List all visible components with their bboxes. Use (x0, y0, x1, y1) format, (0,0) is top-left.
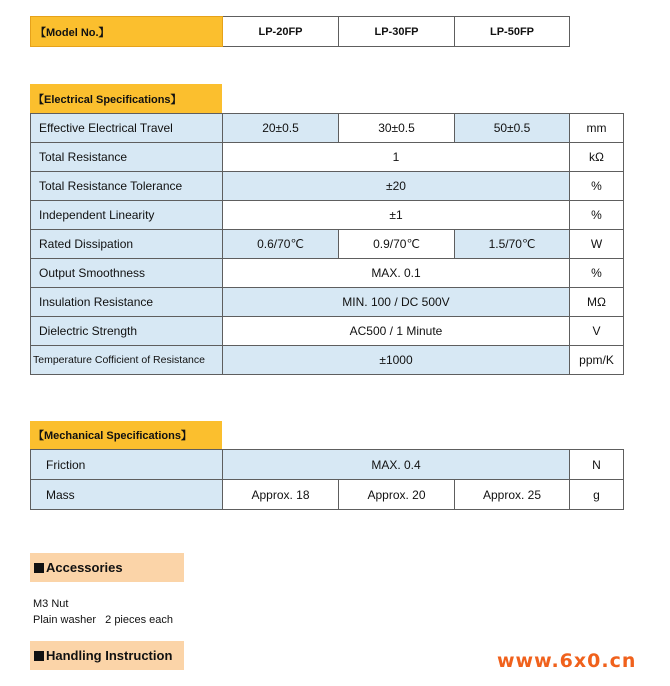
table-row (31, 317, 624, 346)
row-value: 1.5/70℃ (455, 230, 570, 259)
row-label: Output Smoothness (31, 259, 223, 288)
table-row (31, 230, 624, 259)
table-row (31, 259, 624, 288)
row-label: Total Resistance (31, 143, 223, 172)
table-row (31, 114, 624, 143)
row-value: MIN. 100 / DC 500V (223, 288, 570, 317)
row-unit: kΩ (570, 143, 624, 172)
row-value: MAX. 0.1 (223, 259, 570, 288)
row-value: ±1000 (223, 346, 570, 375)
row-label: Dielectric Strength (31, 317, 223, 346)
table-row (31, 346, 624, 375)
electrical-table (30, 113, 624, 375)
table-row (31, 201, 624, 230)
row-label: Mass (31, 480, 223, 510)
row-label: Rated Dissipation (31, 230, 223, 259)
square-bullet-icon (34, 651, 44, 661)
row-value: 30±0.5 (339, 114, 455, 143)
row-label: Effective Electrical Travel (31, 114, 223, 143)
table-row (31, 480, 624, 510)
row-value: AC500 / 1 Minute (223, 317, 570, 346)
model-row (31, 17, 570, 47)
table-row (31, 288, 624, 317)
row-value: Approx. 20 (339, 480, 455, 510)
row-value: ±1 (223, 201, 570, 230)
row-value: 0.6/70℃ (223, 230, 339, 259)
model-lp30fp: LP-30FP (339, 17, 455, 47)
row-unit: MΩ (570, 288, 624, 317)
row-label: Insulation Resistance (31, 288, 223, 317)
watermark: www.6x0.cn (497, 650, 637, 672)
square-bullet-icon (34, 563, 44, 573)
row-unit: V (570, 317, 624, 346)
row-value: 50±0.5 (455, 114, 570, 143)
row-value: Approx. 25 (455, 480, 570, 510)
model-lp20fp: LP-20FP (223, 17, 339, 47)
handling-section-title (30, 641, 184, 670)
row-unit: % (570, 259, 624, 288)
mechanical-section-title: 【Mechanical Specifications】 (30, 421, 222, 449)
row-label: Total Resistance Tolerance (31, 172, 223, 201)
accessories-title-text: Accessories (46, 560, 123, 575)
row-unit: W (570, 230, 624, 259)
handling-title-text: Handling Instruction (46, 648, 173, 663)
model-table (30, 16, 570, 47)
row-unit: % (570, 172, 624, 201)
table-row (31, 450, 624, 480)
accessory-line: Plain washer 2 pieces each (33, 614, 174, 626)
row-unit: mm (570, 114, 624, 143)
row-value: 0.9/70℃ (339, 230, 455, 259)
row-unit: % (570, 201, 624, 230)
model-lp50fp: LP-50FP (455, 17, 570, 47)
mechanical-table (30, 449, 624, 510)
row-value: 20±0.5 (223, 114, 339, 143)
row-label: Temperature Cofficient of Resistance (31, 346, 223, 375)
row-value: ±20 (223, 172, 570, 201)
row-value: MAX. 0.4 (223, 450, 570, 480)
row-label: Independent Linearity (31, 201, 223, 230)
accessories-section-title (30, 553, 184, 582)
table-row (31, 172, 624, 201)
row-label: Friction (31, 450, 223, 480)
row-unit: ppm/K (570, 346, 624, 375)
row-unit: g (570, 480, 624, 510)
row-value: Approx. 18 (223, 480, 339, 510)
row-value: 1 (223, 143, 570, 172)
model-header: 【Model No.】 (31, 17, 223, 47)
electrical-section-title: 【Electrical Specifications】 (30, 84, 222, 113)
row-unit: N (570, 450, 624, 480)
table-row (31, 143, 624, 172)
accessory-line: M3 Nut (33, 598, 69, 610)
